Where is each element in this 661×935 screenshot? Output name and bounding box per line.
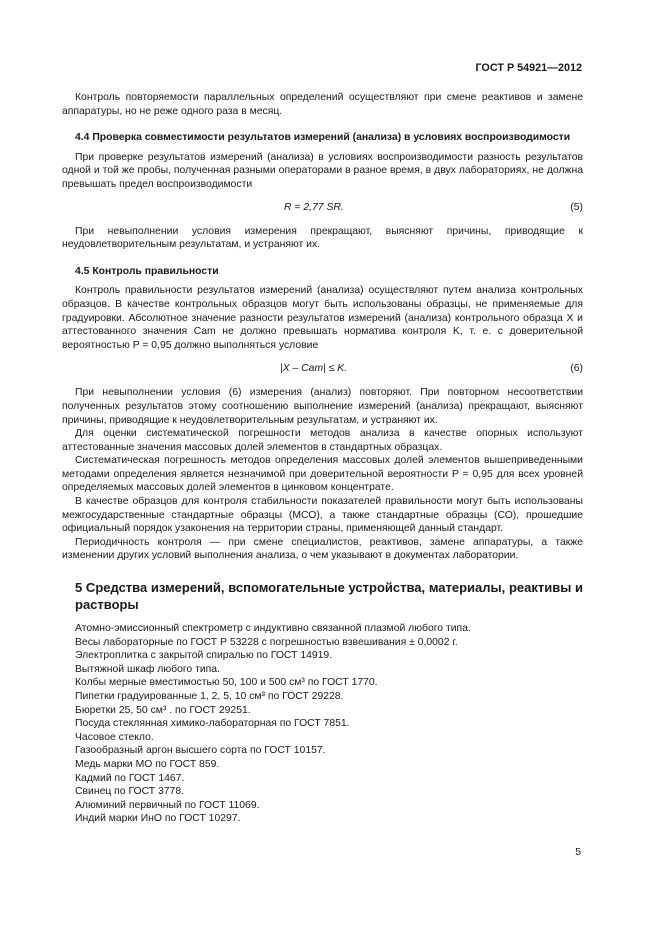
list-item: Газообразный аргон высшего сорта по ГОСТ 10157.: [75, 745, 326, 757]
standard-designation: ГОСТ Р 54921—2012: [475, 62, 582, 74]
list-item: Колбы мерные вместимостью 50, 100 и 500 см³ по ГОСТ 1770.: [75, 677, 378, 689]
list-item: Электроплитка с закрытой спиралью по ГОСТ 14919.: [75, 650, 333, 662]
paragraph: Для оценки систематической погрешности методов анализа в качестве опорных используют аттестованные значения массовых долей элементов в стандартных образцах.: [62, 428, 583, 453]
formula-6: [62, 362, 583, 376]
list-item: Вытяжной шкаф любого типа.: [75, 663, 220, 675]
section-heading-4-5: 4.5 Контроль правильности: [75, 265, 219, 277]
equipment-list: [62, 622, 583, 826]
list-item: Свинец по ГОСТ 3778.: [75, 786, 184, 798]
paragraph: Систематическая погрешность методов определения массовых долей элементов вышеприведенными методами определения является незначимой при доверительной вероятности P = 0,95 для всех уровней определяемых массовых долей элементов в цинковом концентрате.: [62, 455, 583, 494]
section-heading-4-4: 4.4 Проверка совместимости результатов измерений (анализа) в условиях воспроизводимости: [75, 132, 571, 144]
paragraph: Контроль повторяемости параллельных определений осуществляют при смене реактивов и замене аппаратуры, но не реже одного раза в месяц.: [62, 92, 583, 117]
paragraph: При проверке результатов измерений (анализа) в условиях воспроизводимости разность результатов одной и той же пробы, полученная разными операторами в разное время, в двух лабораториях, не должна превышать предел воспроизводимости: [62, 151, 583, 190]
list-item: Алюминий первичный по ГОСТ 11069.: [75, 799, 260, 811]
list-item: Атомно-эмиссионный спектрометр с индуктивно связанной плазмой любого типа.: [75, 623, 471, 635]
paragraph: В качестве образцов для контроля стабильности показателей правильности могут быть использованы межгосударственные стандартные образцы (МСО), а также стандартные образцы (СО), прошедшие официальный порядок узаконения на территории страны, применяющей данный стандарт.: [62, 496, 583, 535]
page-content: [62, 91, 583, 826]
page-number: 5: [575, 847, 581, 858]
list-item: Часовое стекло.: [75, 731, 154, 743]
list-item: Индий марки ИнО по ГОСТ 10297.: [75, 813, 241, 825]
formula-5: [62, 201, 583, 215]
formula-number: (5): [570, 201, 583, 213]
list-item: Медь марки МО по ГОСТ 859.: [75, 758, 220, 770]
paragraph: При невыполнении условия (6) измерения (анализ) повторяют. При повторном несоответствии полученных результатов этому соотношению выполнение измерений (анализа) прекращают, выясняют причины, приводящие к неудовлетворительным результатам, и устраняют их.: [62, 387, 583, 426]
formula-text: R = 2,77 SR.: [284, 201, 344, 213]
section-heading-5: 5 Средства измерений, вспомогательные устройства, материалы, реактивы и растворы: [75, 580, 583, 613]
paragraph: Контроль правильности результатов измерений (анализа) осуществляют путем анализа контрольных образцов. В качестве контрольных образцов могут быть использованы образцы, не применяемые для градуировки. Абсолютное значение разности результатов измерений (анализа) контрольного образца X и аттестованного значения Cam не должно превышать норматива контроля K, т. е. с доверительной вероятностью P = 0,95 должно выполняться условие: [62, 285, 583, 351]
list-item: Кадмий по ГОСТ 1467.: [75, 772, 185, 784]
list-item: Весы лабораторные по ГОСТ Р 53228 с погрешностью взвешивания ± 0,0002 г.: [75, 636, 458, 648]
paragraph: Периодичность контроля — при смене специалистов, реактивов, замене аппаратуры, а также изменении других условий выполнения анализа, о чем указывают в документах лаборатории.: [62, 536, 583, 562]
list-item: Посуда стеклянная химико-лабораторная по ГОСТ 7851.: [75, 718, 350, 730]
formula-number: (6): [570, 363, 583, 375]
formula-text: |X – Cam| ≤ K.: [280, 363, 348, 375]
list-item: Пипетки градуированные 1, 2, 5, 10 см³ по ГОСТ 29228.: [75, 691, 344, 702]
paragraph: При невыполнении условия измерения прекращают, выясняют причины, приводящие к неудовлетворительным результатам, и устраняют их.: [62, 225, 583, 251]
list-item: Бюретки 25, 50 см³ . по ГОСТ 29251.: [75, 704, 251, 716]
